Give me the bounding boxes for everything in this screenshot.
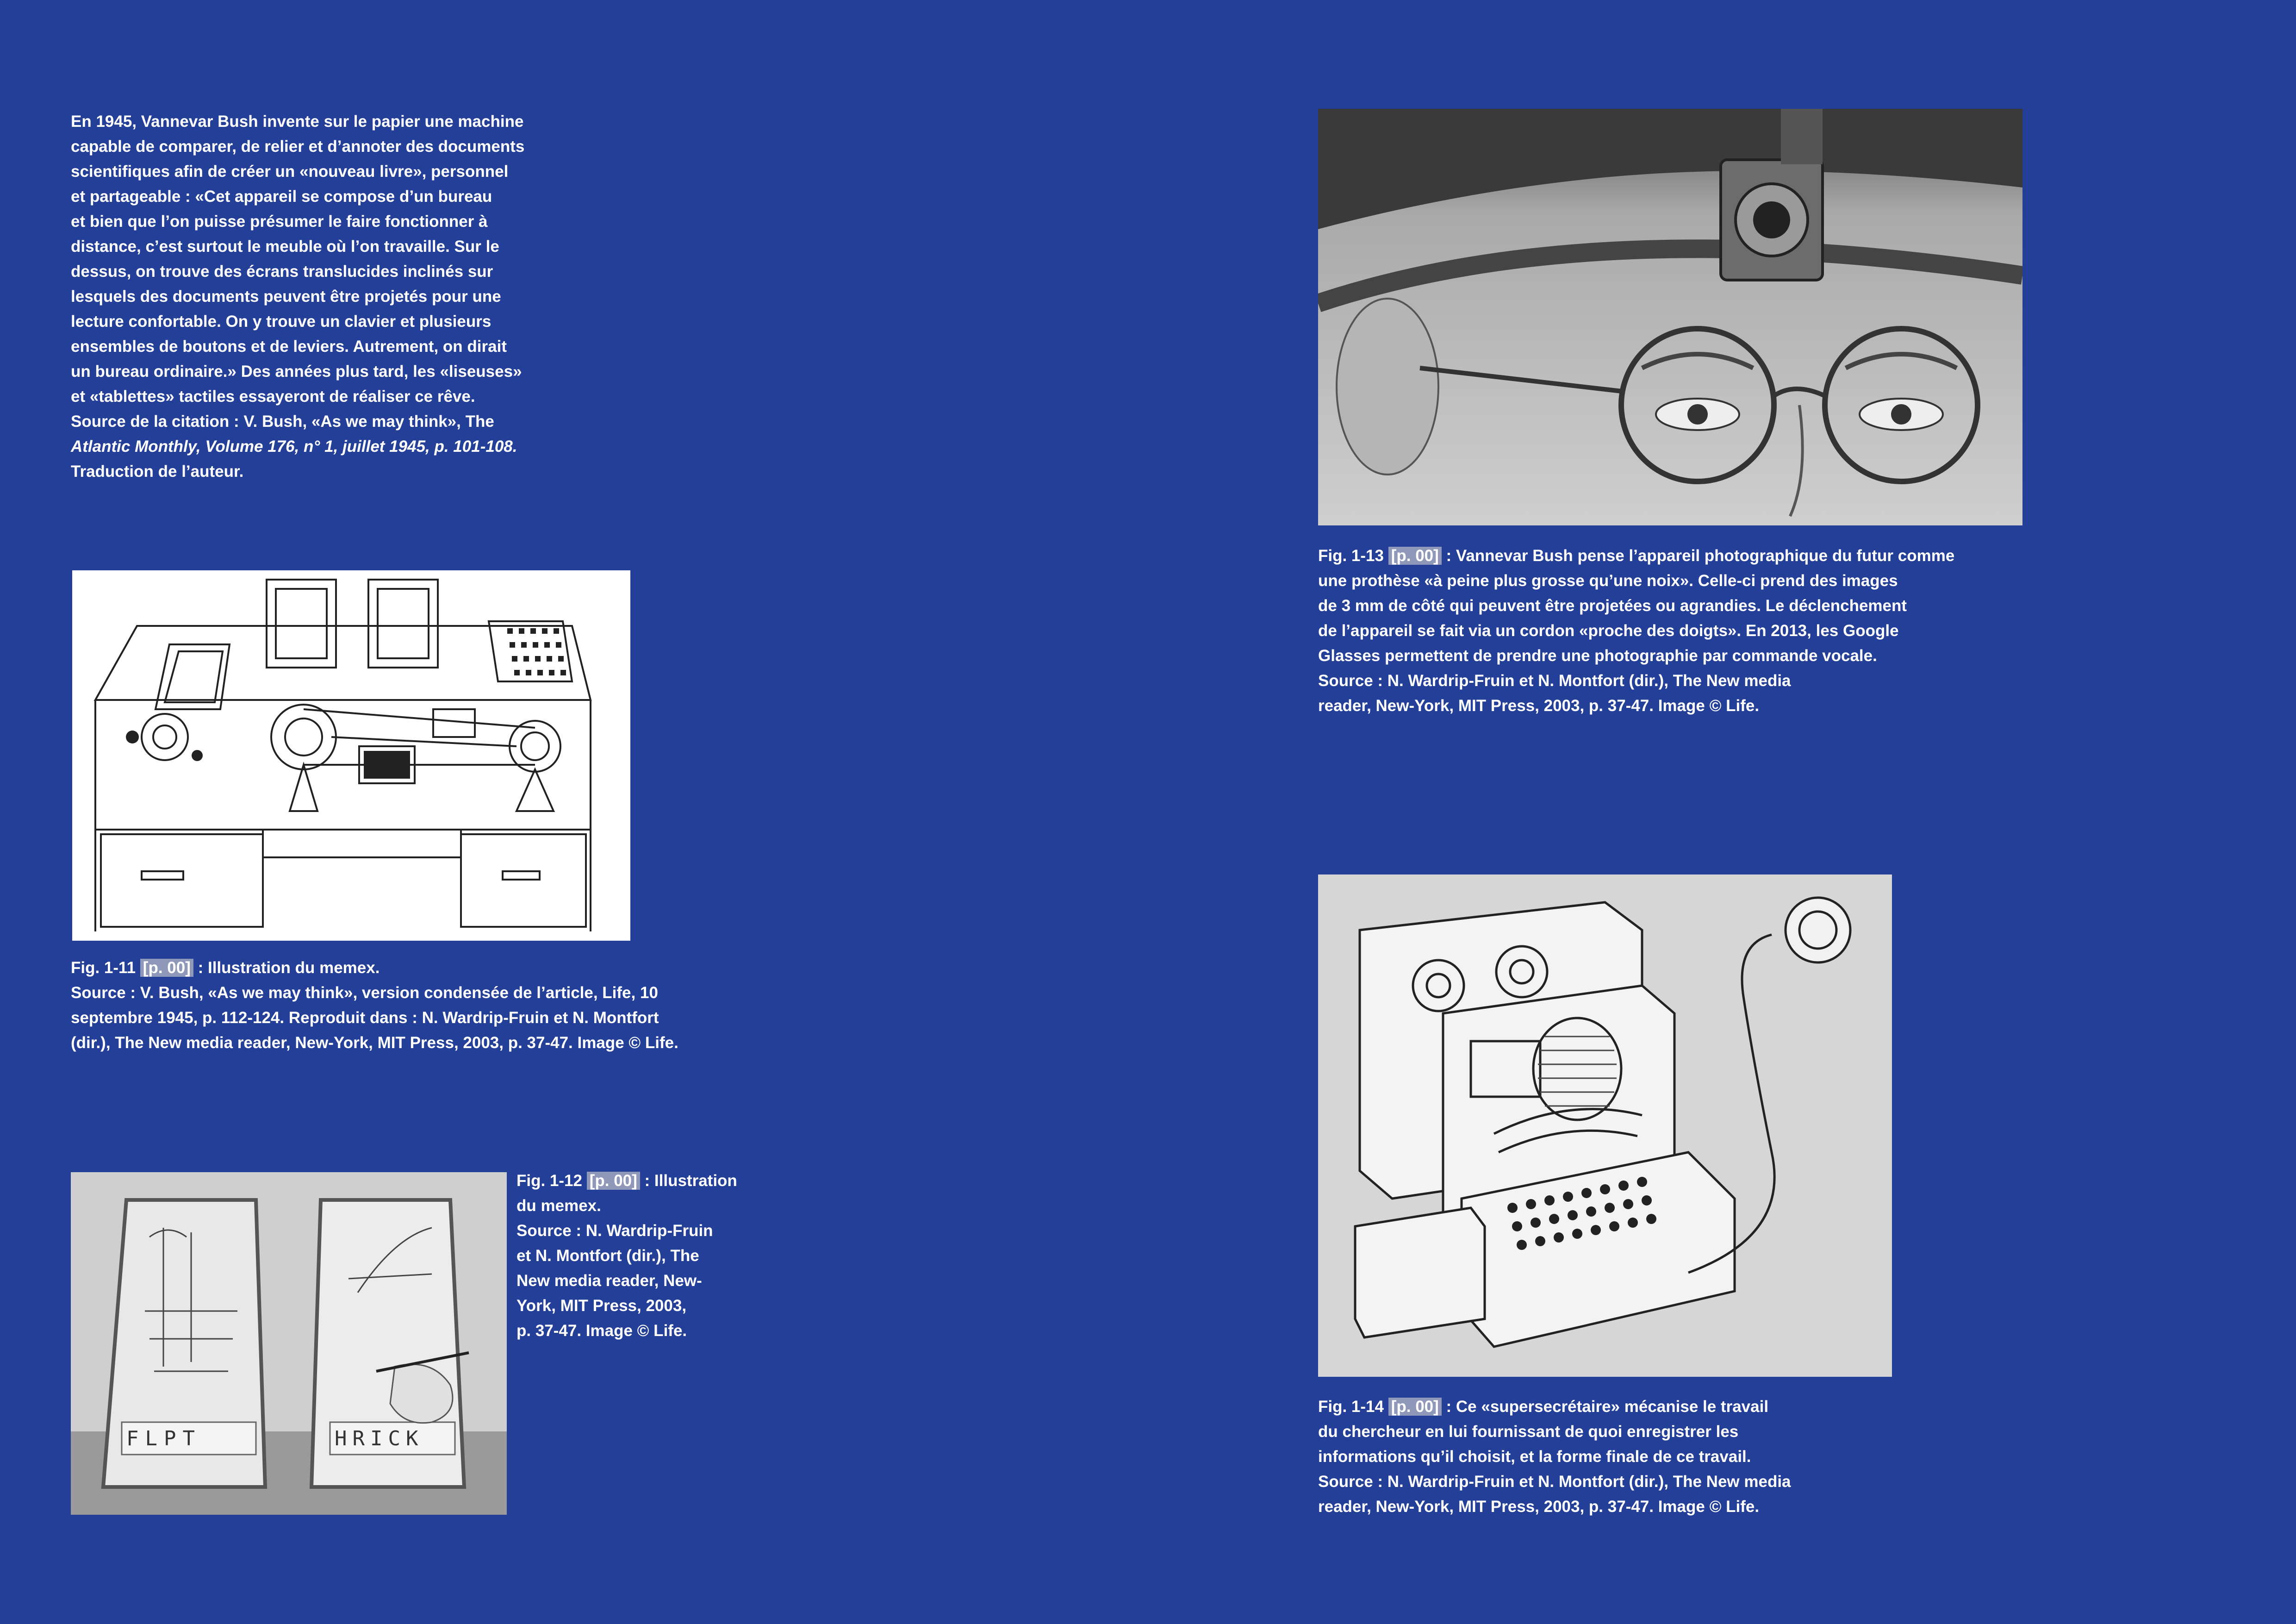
caption-line: septembre 1945, p. 112-124. Reproduit dans : N. Wardrip-Fruin et N. Montfort [71,1009,659,1027]
fig-number: Fig. 1-14 [1318,1398,1384,1416]
memex-desk-illustration [72,570,630,941]
caption-line: Source : N. Wardrip-Fruin et N. Montfort (dir.), The New media [1318,672,1791,690]
intro-line: En 1945, Vannevar Bush invente sur le papier une machine [71,112,524,131]
caption-line: p. 37-47. Image © Life. [516,1322,687,1340]
intro-line: lecture confortable. On y trouve un clavier et plusieurs [71,312,492,331]
intro-line: dessus, on trouve des écrans translucides inclinés sur [71,262,493,281]
caption-text: : Illustration du memex. [193,959,380,977]
caption-first-line [1318,1394,1791,1419]
fig-number: Fig. 1-13 [1318,547,1384,565]
intro-line: Traduction de l’auteur. [71,462,244,481]
caption-first-line [1318,543,1954,568]
caption-line: reader, New-York, MIT Press, 2003, p. 37-47. Image © Life. [1318,697,1760,715]
memex-desk-drawing [72,570,630,941]
supersecretary-machine-illustration [1318,874,1892,1377]
memex-screens-photo [71,1172,507,1515]
caption-text: : Ce «supersecrétaire» mécanise le travail [1441,1398,1769,1416]
caption-line: Source : V. Bush, «As we may think», version condensée de l’article, Life, 10 [71,984,658,1002]
intro-line: et partageable : «Cet appareil se compose d’un bureau [71,187,492,206]
page-ref: [p. 00] [587,1172,640,1190]
caption-first-line [516,1168,737,1193]
head-camera-portrait [1318,109,2022,525]
caption-line: informations qu’il choisit, et la forme finale de ce travail. [1318,1448,1751,1466]
intro-line: un bureau ordinaire.» Des années plus tard, les «liseuses» [71,362,522,381]
caption-text: : Illustration [640,1172,737,1190]
tab-label-right: HRICK [335,1427,424,1450]
caption-line: Source : N. Wardrip-Fruin et N. Montfort (dir.), The New media [1318,1473,1791,1491]
caption-line: York, MIT Press, 2003, [516,1297,687,1315]
caption-line: (dir.), The New media reader, New-York, MIT Press, 2003, p. 37-47. Image © Life. [71,1034,678,1052]
caption-first-line [71,956,678,981]
page-ref: [p. 00] [1388,547,1442,565]
fig-number: Fig. 1-12 [516,1172,582,1190]
caption-line: de 3 mm de côté qui peuvent être projetées ou agrandies. Le déclenchement [1318,597,1907,615]
intro-line: lesquels des documents peuvent être projetés pour une [71,287,501,306]
intro-line: Source de la citation : V. Bush, «As we may think», The [71,412,494,431]
intro-paragraph [71,109,580,484]
page-ref: [p. 00] [1388,1398,1442,1416]
tab-label-left: FLPT [126,1427,201,1450]
supersecretary-drawing [1318,874,1892,1377]
page-ref: [p. 00] [140,959,193,977]
fig-number: Fig. 1-11 [71,959,136,977]
caption-text: : Vannevar Bush pense l’appareil photographique du futur comme [1441,547,1955,565]
fig-1-13-caption [1318,543,1954,718]
intro-line: Atlantic Monthly, Volume 176, n° 1, juillet 1945, p. 101-108. [71,437,517,456]
intro-line: et «tablettes» tactiles essayeront de réaliser ce rêve. [71,387,475,406]
fig-1-11-caption [71,956,678,1056]
caption-line: et N. Montfort (dir.), The [516,1247,699,1265]
head-camera-drawing [1318,109,2022,525]
intro-line: distance, c’est surtout le meuble où l’on travaille. Sur le [71,237,499,256]
fig-1-14-caption [1318,1394,1791,1519]
caption-line: Glasses permettent de prendre une photographie par commande vocale. [1318,647,1877,665]
intro-line: scientifiques afin de créer un «nouveau livre», personnel [71,162,509,181]
caption-line: du chercheur en lui fournissant de quoi enregistrer les [1318,1423,1739,1441]
caption-line: du memex. [516,1197,601,1215]
intro-line: et bien que l’on puisse présumer le faire fonctionner à [71,212,488,231]
caption-line: reader, New-York, MIT Press, 2003, p. 37-47. Image © Life. [1318,1498,1760,1516]
caption-line: Source : N. Wardrip-Fruin [516,1222,713,1240]
memex-screens-drawing [71,1172,507,1515]
intro-line: ensembles de boutons et de leviers. Autrement, on dirait [71,337,507,356]
caption-line: New media reader, New- [516,1272,702,1290]
fig-1-12-caption [516,1168,737,1343]
caption-line: de l’appareil se fait via un cordon «proche des doigts». En 2013, les Google [1318,622,1899,640]
intro-line: capable de comparer, de relier et d’annoter des documents [71,137,525,156]
caption-line: une prothèse «à peine plus grosse qu’une noix». Celle-ci prend des images [1318,572,1898,590]
